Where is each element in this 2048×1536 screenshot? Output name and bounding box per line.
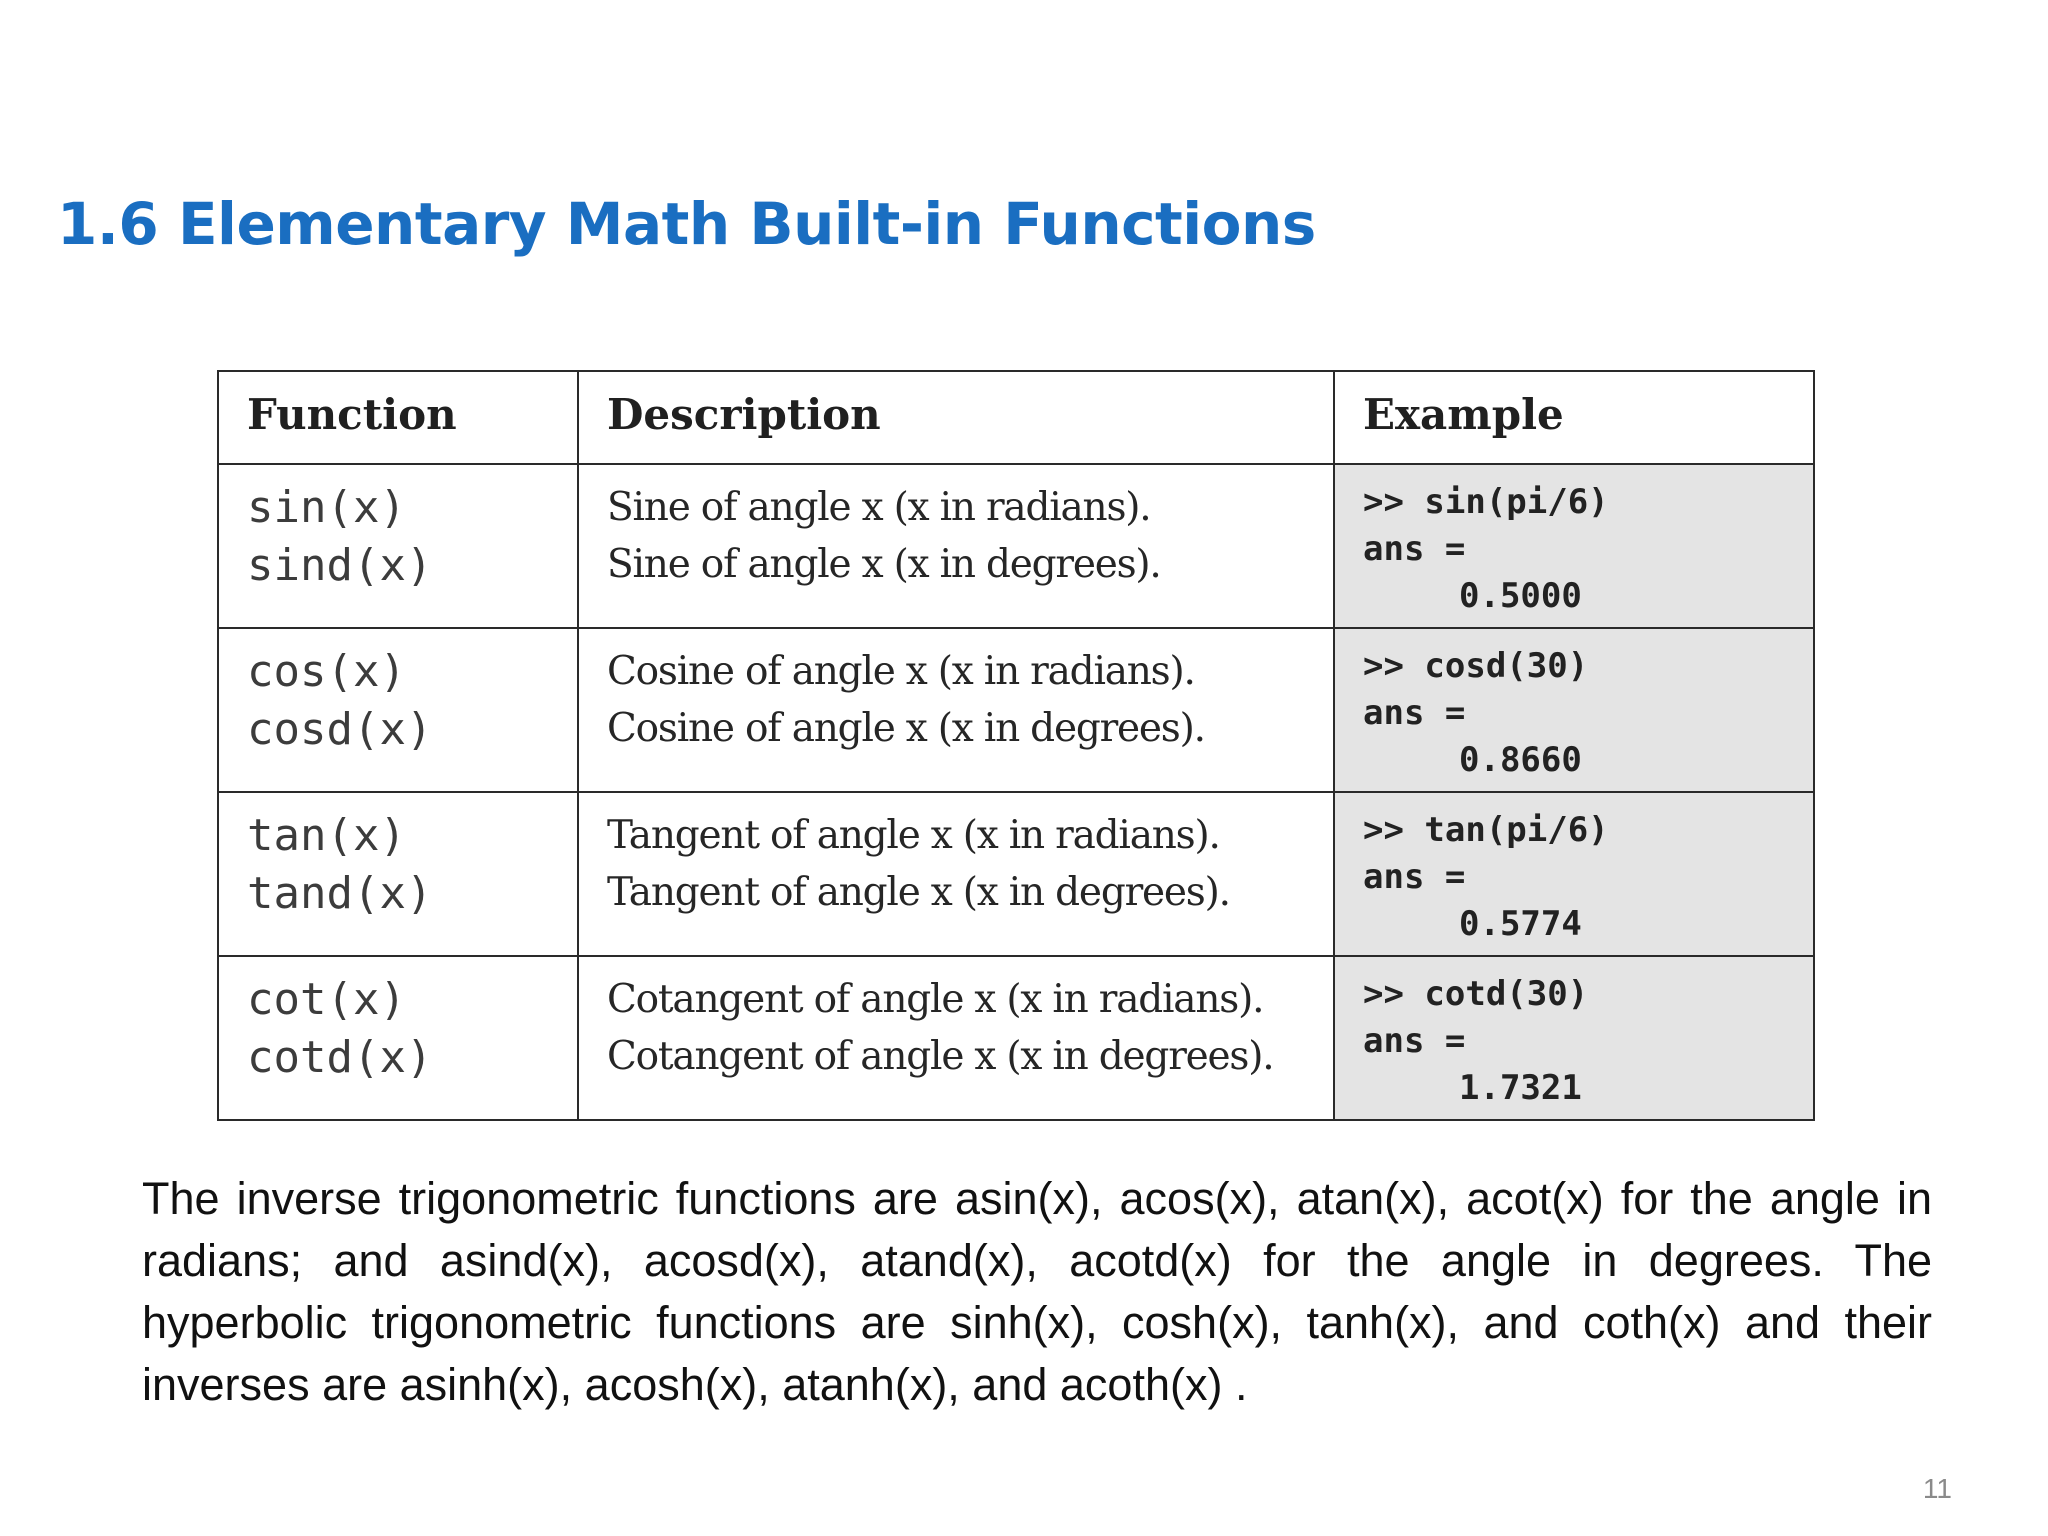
example-result: 1.7321 xyxy=(1459,1068,1582,1108)
description-text: Cosine of angle x (x in radians). xyxy=(607,649,1195,694)
function-name: cos(x) xyxy=(247,646,406,697)
table-row xyxy=(218,792,1814,956)
description-text: Cosine of angle x (x in degrees). xyxy=(607,706,1205,751)
table-row xyxy=(218,628,1814,792)
function-name: tand(x) xyxy=(247,868,433,919)
header-description: Description xyxy=(578,371,1334,464)
example-ans-label: ans = xyxy=(1363,857,1466,897)
header-function: Function xyxy=(218,371,578,464)
example-command: >> sin(pi/6) xyxy=(1363,482,1609,522)
example-cell xyxy=(1334,792,1814,956)
example-command: >> cosd(30) xyxy=(1363,646,1589,686)
example-result: 0.5774 xyxy=(1459,904,1582,944)
description-text: Sine of angle x (x in radians). xyxy=(607,485,1151,530)
description-cell xyxy=(578,464,1334,628)
description-text: Tangent of angle x (x in degrees). xyxy=(607,870,1230,915)
description-text: Cotangent of angle x (x in radians). xyxy=(607,977,1264,1022)
example-command: >> cotd(30) xyxy=(1363,974,1589,1014)
description-cell xyxy=(578,792,1334,956)
table-row xyxy=(218,464,1814,628)
example-cell xyxy=(1334,464,1814,628)
function-name: sind(x) xyxy=(247,540,433,591)
description-cell xyxy=(578,956,1334,1120)
example-ans-label: ans = xyxy=(1363,529,1466,569)
slide-title: 1.6 Elementary Math Built-in Functions xyxy=(57,190,1316,258)
example-result: 0.5000 xyxy=(1459,576,1582,616)
inverse-hyperbolic-paragraph: The inverse trigonometric functions are asin(x), acos(x), atan(x), acot(x) for the angle in radians; and asind(x), acosd(x), atand(x), acotd(x) for the angle in degrees. The hyperbolic trigonometric functions are sinh(x), cosh(x), tanh(x), and coth(x) and their inverses are asinh(x), acosh(x), atanh(x), and acoth(x) . xyxy=(142,1173,1932,1410)
page-number: 11 xyxy=(1922,1473,1952,1504)
description-cell xyxy=(578,628,1334,792)
function-cell xyxy=(218,792,578,956)
function-name: cosd(x) xyxy=(247,704,433,755)
function-name: sin(x) xyxy=(247,482,406,533)
header-example: Example xyxy=(1334,371,1814,464)
function-cell xyxy=(218,464,578,628)
function-cell xyxy=(218,956,578,1120)
table-row xyxy=(218,956,1814,1120)
example-command: >> tan(pi/6) xyxy=(1363,810,1609,850)
example-result: 0.8660 xyxy=(1459,740,1582,780)
functions-table xyxy=(217,370,1815,1121)
description-text: Tangent of angle x (x in radians). xyxy=(607,813,1220,858)
example-ans-label: ans = xyxy=(1363,1021,1466,1061)
description-text: Sine of angle x (x in degrees). xyxy=(607,542,1161,587)
function-name: cot(x) xyxy=(247,974,406,1025)
description-text: Cotangent of angle x (x in degrees). xyxy=(607,1034,1274,1079)
example-cell xyxy=(1334,628,1814,792)
function-name: cotd(x) xyxy=(247,1032,433,1083)
example-ans-label: ans = xyxy=(1363,693,1466,733)
example-cell xyxy=(1334,956,1814,1120)
function-cell xyxy=(218,628,578,792)
function-name: tan(x) xyxy=(247,810,406,861)
table-header-row xyxy=(218,371,1814,464)
